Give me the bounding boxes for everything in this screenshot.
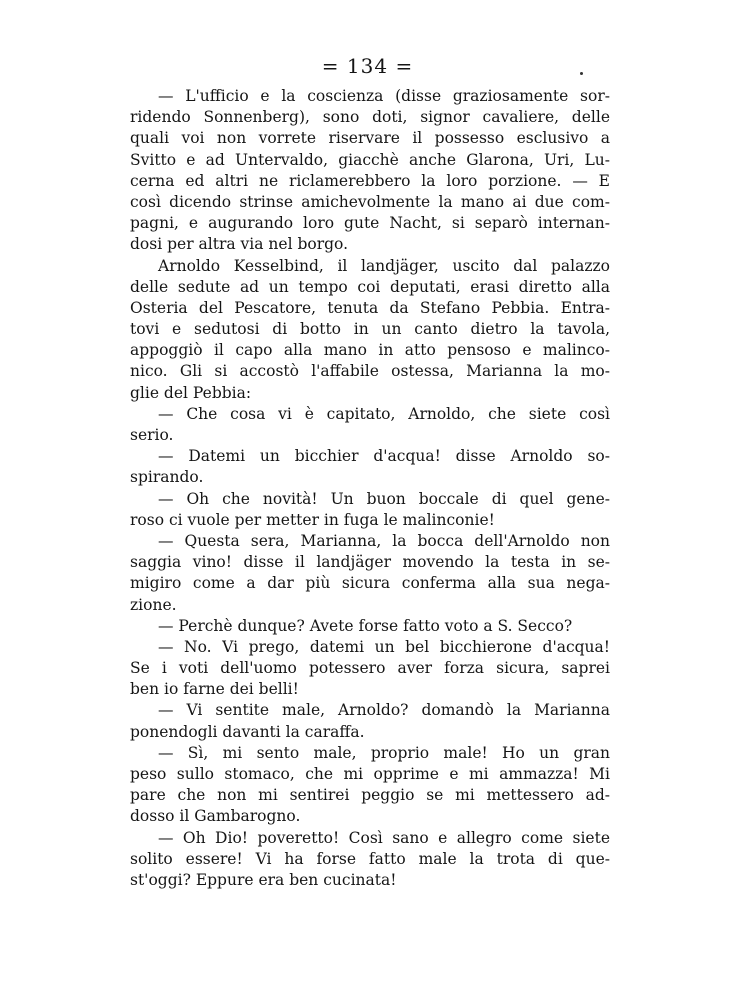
text-line: spirando. bbox=[130, 468, 204, 487]
text-line: dosso il Gambarogno. bbox=[130, 807, 301, 826]
page-number: = 134 = bbox=[321, 54, 414, 78]
text-line: — Oh che novità! Un buon boccale di quel gene- bbox=[158, 489, 610, 508]
text-line: — No. Vi prego, datemi un bel bicchierone d'acqua! bbox=[158, 637, 610, 656]
text-line: — Sì, mi sento male, proprio male! Ho un gran bbox=[158, 743, 610, 762]
text-line: tovi e sedutosi di botto in un canto dietro la tavola, bbox=[130, 320, 610, 339]
text-line: — Oh Dio! poveretto! Così sano e allegro come siete bbox=[158, 828, 610, 847]
text-line: roso ci vuole per metter in fuga le malinconie! bbox=[130, 510, 495, 529]
text-line: ponendogli davanti la caraffa. bbox=[130, 722, 365, 741]
text-line: solito essere! Vi ha forse fatto male la trota di que- bbox=[130, 849, 610, 868]
text-line: — Perchè dunque? Avete forse fatto voto a S. Secco? bbox=[158, 616, 573, 635]
text-line: ben io farne dei belli! bbox=[130, 680, 299, 699]
text-line: Arnoldo Kesselbind, il landjäger, uscito dal palazzo bbox=[158, 256, 610, 275]
text-line: serio. bbox=[130, 426, 174, 444]
text-line: delle sedute ad un tempo coi deputati, erasi diretto alla bbox=[130, 277, 610, 296]
text-line: ridendo Sonnenberg), sono doti, signor cavaliere, delle bbox=[130, 108, 610, 127]
text-line: — Che cosa vi è capitato, Arnoldo, che siete così bbox=[158, 404, 610, 423]
text-line: peso sullo stomaco, che mi opprime e mi ammazza! Mi bbox=[130, 765, 610, 783]
text-line: — Datemi un bicchier d'acqua! disse Arnoldo so- bbox=[158, 447, 610, 466]
text-line: Svitto e ad Untervaldo, giacchè anche Glarona, Uri, Lu- bbox=[130, 150, 610, 169]
text-line: così dicendo strinse amichevolmente la mano ai due com- bbox=[130, 192, 610, 211]
text-line: quali voi non vorrete riservare il possesso esclusivo a bbox=[130, 129, 610, 148]
text-line: pagni, e augurando loro gute Nacht, si separò internan- bbox=[130, 214, 610, 233]
text-line: — Vi sentite male, Arnoldo? domandò la Marianna bbox=[158, 701, 610, 720]
body-text bbox=[130, 86, 610, 891]
text-line: Osteria del Pescatore, tenuta da Stefano Pebbia. Entra- bbox=[130, 298, 610, 317]
text-line: dosi per altra via nel borgo. bbox=[130, 235, 349, 254]
text-line: nico. Gli si accostò l'affabile ostessa, Marianna la mo- bbox=[130, 362, 610, 381]
text-line: cerna ed altri ne riclamerebbero la loro porzione. — E bbox=[130, 171, 610, 190]
text-line: zione. bbox=[130, 595, 177, 614]
text-line: pare che non mi sentirei peggio se mi mettessero ad- bbox=[130, 786, 610, 805]
text-line: glie del Pebbia: bbox=[130, 383, 252, 402]
text-line: saggia vino! disse il landjäger movendo la testa in se- bbox=[130, 553, 610, 572]
text-line: — L'ufficio e la coscienza (disse graziosamente sor- bbox=[158, 87, 610, 105]
text-line: migiro come a dar più sicura conferma alla sua nega- bbox=[130, 574, 610, 593]
text-line: appoggiò il capo alla mano in atto pensoso e malinco- bbox=[130, 341, 610, 360]
text-line: Se i voti dell'uomo potessero aver forza sicura, saprei bbox=[130, 659, 610, 678]
ink-speck bbox=[580, 72, 583, 75]
text-line: — Questa sera, Marianna, la bocca dell'Arnoldo non bbox=[158, 531, 610, 550]
text-line: st'oggi? Eppure era ben cucinata! bbox=[130, 870, 397, 889]
